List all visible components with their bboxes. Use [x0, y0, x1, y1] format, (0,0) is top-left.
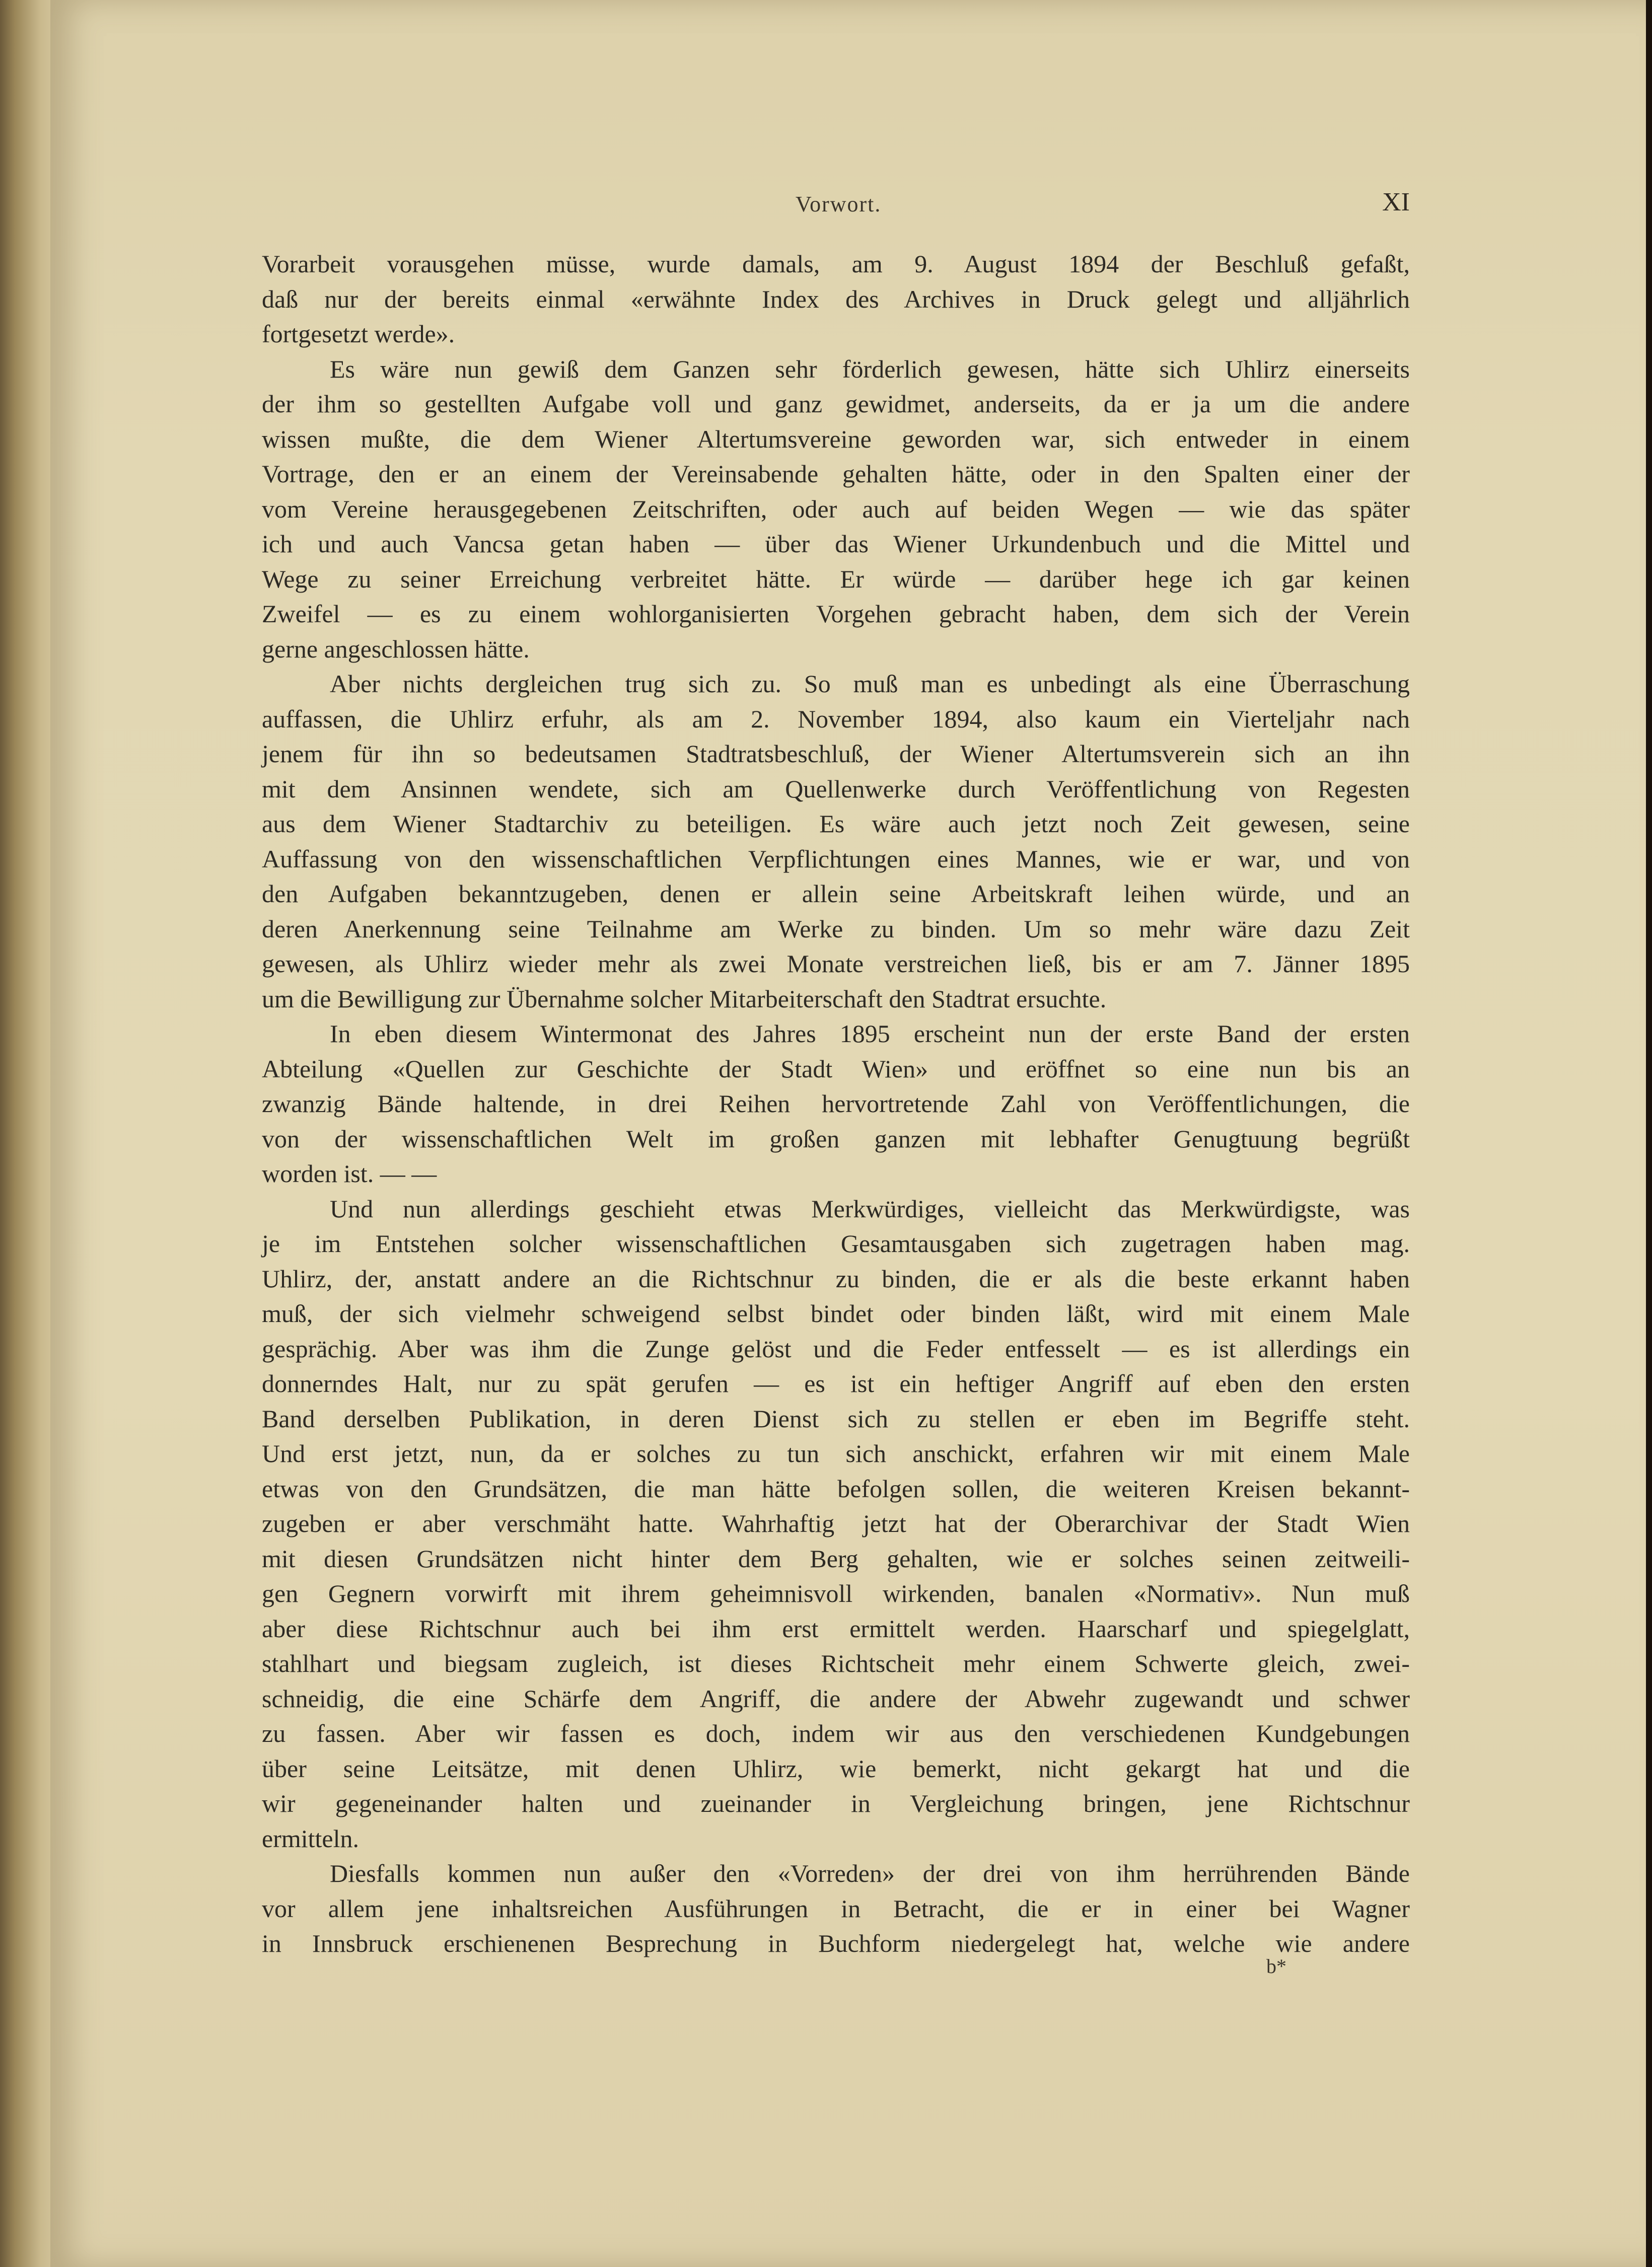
page-number: XI — [1382, 188, 1410, 216]
text-line: mit dem Ansinnen wendete, sich am Quellenwerke durch Veröffentlichung von Regesten — [262, 774, 1410, 803]
text-line: ermitteln. — [262, 1824, 359, 1853]
text-line: mit diesen Grundsätzen nicht hinter dem Berg gehalten, wie er solches seinen zeitweili- — [262, 1544, 1410, 1573]
text-line: deren Anerkennung seine Teilnahme am Werke zu binden. Um so mehr wäre dazu Zeit — [262, 914, 1410, 943]
text-line: aber diese Richtschnur auch bei ihm erst ermittelt werden. Haarscharf und spiegelglatt, — [262, 1614, 1410, 1643]
text-line: etwas von den Grundsätzen, die man hätte befolgen sollen, die weiteren Kreisen bekannt- — [262, 1474, 1410, 1503]
text-line: daß nur der bereits einmal «erwähnte Index des Archives in Druck gelegt und alljährlich — [262, 284, 1410, 313]
text-line: Es wäre nun gewiß dem Ganzen sehr förderlich gewesen, hätte sich Uhlirz einerseits — [330, 354, 1410, 383]
text-line: gewesen, als Uhlirz wieder mehr als zwei Monate verstreichen ließ, bis er am 7. Jänner 1895 — [262, 949, 1410, 978]
text-line: fortgesetzt werde». — [262, 320, 455, 348]
text-line: in Innsbruck erschienenen Besprechung in Buchform niedergelegt hat, welche wie andere — [262, 1929, 1410, 1957]
text-line: schneidig, die eine Schärfe dem Angriff, die andere der Abwehr zugewandt und schwer — [262, 1684, 1410, 1713]
text-line: gen Gegnern vorwirft mit ihrem geheimnisvoll wirkenden, banalen «Normativ». Nun muß — [262, 1579, 1410, 1607]
text-line: über seine Leitsätze, mit denen Uhlirz, wie bemerkt, nicht gekargt hat und die — [262, 1754, 1410, 1783]
text-line: vom Vereine herausgegebenen Zeitschriften, oder auch auf beiden Wegen — wie das später — [262, 494, 1410, 523]
text-line: den Aufgaben bekanntzugeben, denen er allein seine Arbeitskraft leihen würde, und an — [262, 880, 1410, 908]
signature-mark: b* — [1266, 1955, 1286, 1978]
text-line: vor allem jene inhaltsreichen Ausführungen in Betracht, die er in einer bei Wagner — [262, 1894, 1410, 1923]
text-line: Und nun allerdings geschieht etwas Merkwürdiges, vielleicht das Merkwürdigste, was — [330, 1194, 1410, 1223]
text-line: In eben diesem Wintermonat des Jahres 1895 erscheint nun der erste Band der ersten — [330, 1019, 1410, 1048]
text-line: Auffassung von den wissenschaftlichen Verpflichtungen eines Mannes, wie er war, und von — [262, 844, 1410, 873]
text-line: Aber nichts dergleichen trug sich zu. So muß man es unbedingt als eine Überraschung — [330, 670, 1410, 698]
text-line: Wege zu seiner Erreichung verbreitet hätte. Er würde — darüber hege ich gar keinen — [262, 564, 1410, 593]
text-line: Abteilung «Quellen zur Geschichte der Stadt Wien» und eröffnet so eine nun bis an — [262, 1054, 1410, 1083]
page-edge-shadow — [1646, 0, 1652, 2267]
text-line: donnerndes Halt, nur zu spät gerufen — es ist ein heftiger Angriff auf eben den ersten — [262, 1369, 1410, 1398]
text-line: muß, der sich vielmehr schweigend selbst bindet oder binden läßt, wird mit einem Male — [262, 1299, 1410, 1328]
text-line: aus dem Wiener Stadtarchiv zu beteiligen. Es wäre auch jetzt noch Zeit gewesen, seine — [262, 810, 1410, 838]
text-line: gerne angeschlossen hätte. — [262, 634, 530, 663]
text-line: der ihm so gestellten Aufgabe voll und ganz gewidmet, anderseits, da er ja um die andere — [262, 390, 1410, 418]
body-text — [262, 247, 1410, 1961]
text-line: Uhlirz, der, anstatt andere an die Richtschnur zu binden, die er als die beste erkannt haben — [262, 1264, 1410, 1293]
running-head: Vorwort. — [796, 192, 882, 216]
text-line: je im Entstehen solcher wissenschaftlichen Gesamtausgaben sich zugetragen haben mag. — [262, 1229, 1410, 1258]
text-line: auffassen, die Uhlirz erfuhr, als am 2. November 1894, also kaum ein Vierteljahr nach — [262, 704, 1410, 733]
text-line: Vorarbeit vorausgehen müsse, wurde damals, am 9. August 1894 der Beschluß gefaßt, — [262, 250, 1410, 278]
text-line: zugeben er aber verschmäht hatte. Wahrhaftig jetzt hat der Oberarchivar der Stadt Wien — [262, 1509, 1410, 1538]
text-line: wir gegeneinander halten und zueinander in Vergleichung bringen, jene Richtschnur — [262, 1789, 1410, 1817]
text-line: Zweifel — es zu einem wohlorganisierten Vorgehen gebracht haben, dem sich der Verein — [262, 600, 1410, 628]
text-line: Diesfalls kommen nun außer den «Vorreden» der drei von ihm herrührenden Bände — [330, 1859, 1410, 1887]
text-line: jenem für ihn so bedeutsamen Stadtratsbeschluß, der Wiener Altertumsverein sich an ihn — [262, 740, 1410, 768]
text-line: ich und auch Vancsa getan haben — über das Wiener Urkundenbuch und die Mittel und — [262, 530, 1410, 558]
page-header — [262, 188, 1410, 232]
text-line: Band derselben Publikation, in deren Dienst sich zu stellen er eben im Begriffe steht. — [262, 1404, 1410, 1433]
text-line: wissen mußte, die dem Wiener Altertumsvereine geworden war, sich entweder in einem — [262, 424, 1410, 453]
text-line: Vortrage, den er an einem der Vereinsabende gehalten hätte, oder in den Spalten einer der — [262, 460, 1410, 488]
text-line: stahlhart und biegsam zugleich, ist dieses Richtscheit mehr einem Schwerte gleich, zwei- — [262, 1649, 1410, 1677]
text-line: von der wissenschaftlichen Welt im großen ganzen mit lebhafter Genugtuung begrüßt — [262, 1124, 1410, 1153]
text-line: worden ist. — — — [262, 1159, 437, 1188]
text-line: zu fassen. Aber wir fassen es doch, indem wir aus den verschiedenen Kundgebungen — [262, 1719, 1410, 1747]
text-line: um die Bewilligung zur Übernahme solcher Mitarbeiterschaft den Stadtrat ersuchte. — [262, 984, 1107, 1013]
text-line: zwanzig Bände haltende, in drei Reihen hervortretende Zahl von Veröffentlichungen, die — [262, 1089, 1410, 1118]
text-line: gesprächig. Aber was ihm die Zunge gelöst und die Feder entfesselt — es ist allerdings ein — [262, 1334, 1410, 1363]
text-line: Und erst jetzt, nun, da er solches zu tun sich anschickt, erfahren wir mit einem Male — [262, 1439, 1410, 1468]
